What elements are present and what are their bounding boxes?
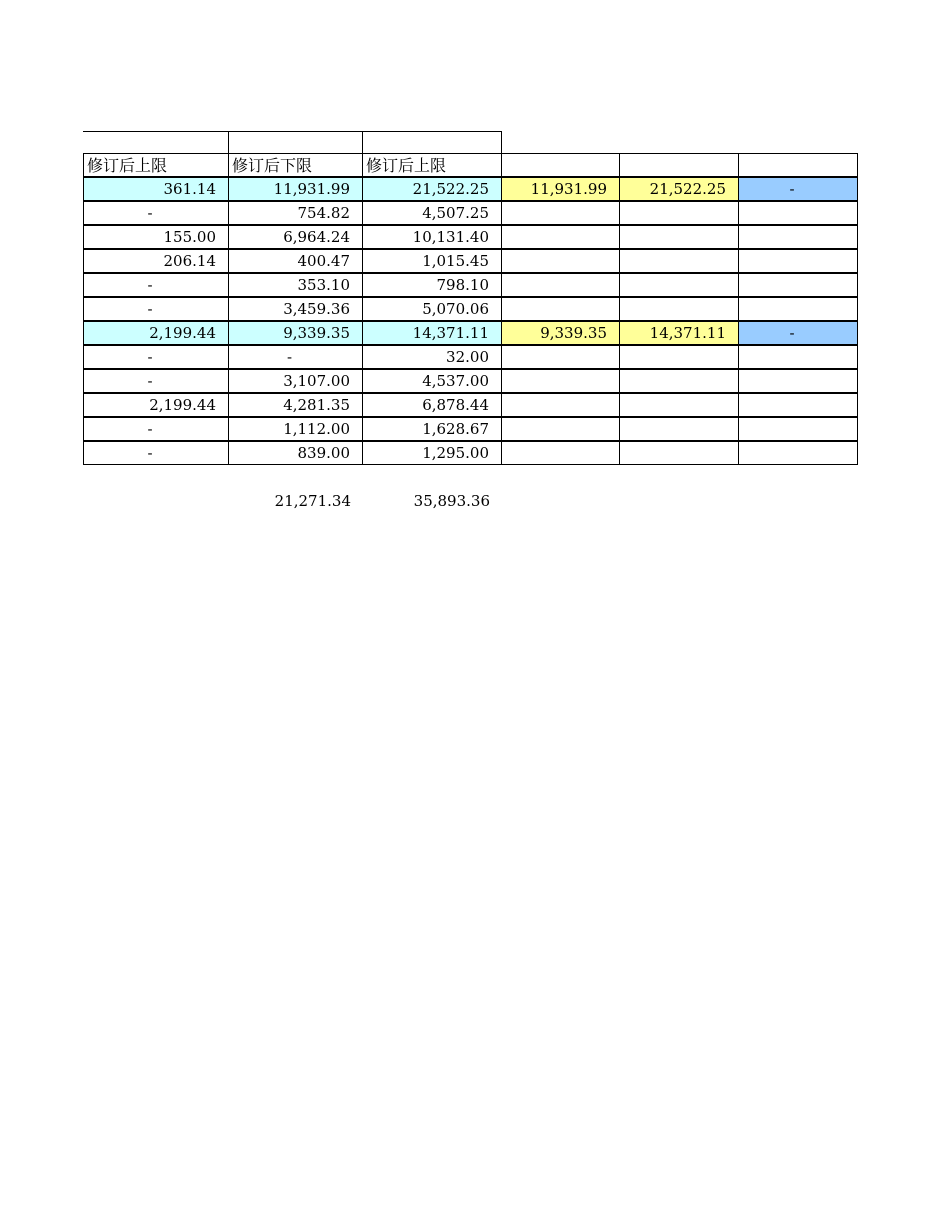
table-cell[interactable]: [501, 225, 620, 249]
header-cell[interactable]: 修订后下限: [228, 153, 363, 177]
table-cell[interactable]: 32.00: [362, 345, 502, 369]
header-cell[interactable]: 修订后上限: [362, 153, 502, 177]
table-cell[interactable]: 1,295.00: [362, 441, 502, 465]
table-cell[interactable]: 798.10: [362, 273, 502, 297]
table-cell[interactable]: -: [83, 441, 229, 465]
table-cell[interactable]: 3,107.00: [228, 369, 363, 393]
header-cell[interactable]: [501, 153, 620, 177]
table-cell[interactable]: [501, 297, 620, 321]
table-cell[interactable]: 839.00: [228, 441, 363, 465]
total-lower-limit[interactable]: 21,271.34: [274, 492, 351, 510]
table-cell[interactable]: [738, 249, 858, 273]
table-cell[interactable]: 10,131.40: [362, 225, 502, 249]
table-cell[interactable]: [619, 297, 739, 321]
table-cell[interactable]: 1,015.45: [362, 249, 502, 273]
top-rule-left: [83, 131, 229, 132]
table-cell[interactable]: [501, 441, 620, 465]
table-cell[interactable]: -: [83, 201, 229, 225]
header-cell[interactable]: 修订后上限: [83, 153, 229, 177]
table-cell[interactable]: 361.14: [83, 177, 229, 201]
table-cell[interactable]: -: [83, 297, 229, 321]
header-cell[interactable]: [738, 153, 858, 177]
table-cell[interactable]: 2,199.44: [83, 393, 229, 417]
top-divider-2: [362, 131, 363, 154]
table-cell[interactable]: [619, 393, 739, 417]
table-cell[interactable]: [738, 441, 858, 465]
table-cell[interactable]: -: [228, 345, 363, 369]
table-cell[interactable]: -: [83, 369, 229, 393]
table-cell[interactable]: [738, 201, 858, 225]
top-rule-right: [362, 131, 502, 132]
table-cell[interactable]: 353.10: [228, 273, 363, 297]
table-cell[interactable]: 21,522.25: [619, 177, 739, 201]
table-cell[interactable]: 11,931.99: [501, 177, 620, 201]
table-cell[interactable]: 1,628.67: [362, 417, 502, 441]
table-cell[interactable]: [501, 417, 620, 441]
table-cell[interactable]: [619, 225, 739, 249]
table-cell[interactable]: [619, 369, 739, 393]
table-cell[interactable]: [738, 369, 858, 393]
table-cell[interactable]: 6,878.44: [362, 393, 502, 417]
table-cell[interactable]: [501, 249, 620, 273]
table-cell[interactable]: -: [738, 177, 858, 201]
table-cell[interactable]: [738, 417, 858, 441]
table-cell[interactable]: [501, 369, 620, 393]
table-cell[interactable]: 9,339.35: [228, 321, 363, 345]
table-cell[interactable]: 155.00: [83, 225, 229, 249]
table-cell[interactable]: [738, 225, 858, 249]
table-cell[interactable]: [501, 201, 620, 225]
top-divider-1: [228, 131, 229, 154]
table-cell[interactable]: [619, 201, 739, 225]
table-cell[interactable]: [619, 417, 739, 441]
table-cell[interactable]: [501, 345, 620, 369]
table-cell[interactable]: [501, 393, 620, 417]
table-cell[interactable]: 400.47: [228, 249, 363, 273]
table-cell[interactable]: 206.14: [83, 249, 229, 273]
table-cell[interactable]: -: [83, 345, 229, 369]
table-cell[interactable]: 4,281.35: [228, 393, 363, 417]
table-cell[interactable]: 9,339.35: [501, 321, 620, 345]
table-cell[interactable]: 754.82: [228, 201, 363, 225]
table-cell[interactable]: -: [738, 321, 858, 345]
table-cell[interactable]: [619, 345, 739, 369]
table-cell[interactable]: 3,459.36: [228, 297, 363, 321]
top-rule-mid: [228, 131, 363, 132]
table-cell[interactable]: 21,522.25: [362, 177, 502, 201]
table-cell[interactable]: [738, 345, 858, 369]
header-cell[interactable]: [619, 153, 739, 177]
table-cell[interactable]: [738, 297, 858, 321]
table-cell[interactable]: 6,964.24: [228, 225, 363, 249]
table-cell[interactable]: [619, 273, 739, 297]
table-cell[interactable]: [738, 273, 858, 297]
top-divider-3: [501, 131, 502, 154]
table-cell[interactable]: [619, 249, 739, 273]
table-cell[interactable]: [619, 441, 739, 465]
table-cell[interactable]: [501, 273, 620, 297]
table-cell[interactable]: -: [83, 417, 229, 441]
table-cell[interactable]: 2,199.44: [83, 321, 229, 345]
table-cell[interactable]: 1,112.00: [228, 417, 363, 441]
table-cell[interactable]: 4,537.00: [362, 369, 502, 393]
table-cell[interactable]: 4,507.25: [362, 201, 502, 225]
table-cell[interactable]: 14,371.11: [362, 321, 502, 345]
total-upper-limit[interactable]: 35,893.36: [413, 492, 490, 510]
table-cell[interactable]: 11,931.99: [228, 177, 363, 201]
table-cell[interactable]: -: [83, 273, 229, 297]
table-cell[interactable]: 5,070.06: [362, 297, 502, 321]
table-cell[interactable]: 14,371.11: [619, 321, 739, 345]
table-cell[interactable]: [738, 393, 858, 417]
